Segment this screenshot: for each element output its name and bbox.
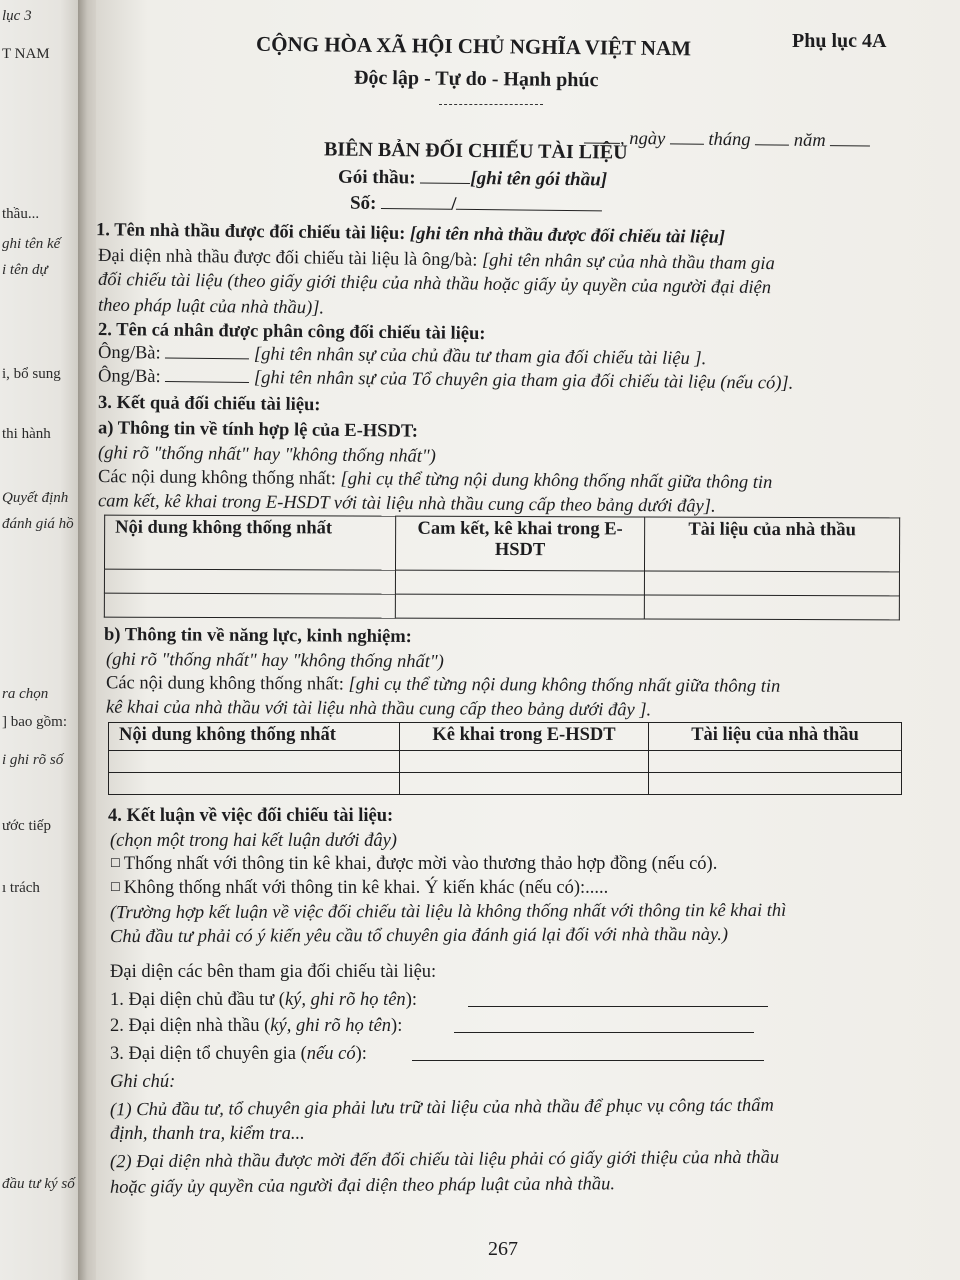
left-page-text-fragment: ] bao gồm:: [2, 714, 67, 730]
package-line: Gói thầu: [ghi tên gói thầu]: [337, 166, 608, 191]
rep1-line: 1. Đại diện chủ đầu tư (ký, ghi rõ họ tên):: [110, 990, 417, 1010]
left-page-text-fragment: i, bổ sung: [2, 366, 61, 382]
table-b-header-row: [109, 723, 902, 751]
note2-line1: (2) Đại diện nhà thầu được mời đến đối chiếu tài liệu phải có giấy giới thiệu của nhà thầu: [109, 1147, 780, 1173]
checkbox-agree-icon: ☐: [110, 856, 121, 870]
motto: Độc lập - Tự do - Hạnh phúc: [353, 66, 599, 92]
section1-line3: theo pháp luật của nhà thầu)].: [97, 295, 325, 319]
date-line: , ngày tháng năm: [584, 129, 871, 153]
reps-heading: Đại diện các bên tham gia đối chiếu tài liệu:: [110, 962, 437, 982]
section3b-line2: kê khai của nhà thầu với tài liệu nhà thầu cung cấp theo bảng dưới đây ].: [105, 697, 652, 721]
section3b-heading: b) Thông tin về năng lực, kinh nghiệm:: [103, 624, 412, 648]
motto-underline: [439, 104, 543, 105]
table-b-header-2: Kê khai trong E-HSDT: [400, 723, 649, 751]
left-page-fragment: [0, 0, 86, 1280]
left-page-text-fragment: lục 3: [2, 8, 32, 24]
left-page-text-fragment: i tên dự: [2, 262, 48, 278]
left-page-text-fragment: đầu tư ký số: [2, 1176, 75, 1192]
section1-heading: 1. Tên nhà thầu được đối chiếu tài liệu: [ghi tên nhà thầu được đối chiếu tài liệu]: [95, 220, 726, 248]
table-b: [108, 722, 902, 795]
republic-header: CỘNG HÒA XÃ HỘI CHỦ NGHĨA VIỆT NAM: [255, 31, 692, 61]
left-page-text-fragment: đánh giá hồ: [2, 516, 74, 532]
document-title: BIÊN BẢN ĐỐI CHIẾU TÀI LIỆU: [323, 138, 628, 164]
table-row: [109, 773, 902, 795]
left-page-text-fragment: thi hành: [2, 426, 51, 442]
section3-heading: 3. Kết quả đối chiếu tài liệu:: [97, 392, 321, 416]
left-page-text-fragment: T NAM: [2, 46, 50, 62]
page-number: 267: [488, 1238, 518, 1260]
section2-row1: Ông/Bà: [ghi tên nhân sự của chủ đầu tư tham gia đối chiếu tài liệu ].: [97, 342, 707, 370]
rep3-signature-line: [412, 1060, 764, 1061]
section3b-note: (ghi rõ "thống nhất" hay "không thống nhất"): [105, 649, 444, 673]
table-a-header-row: [104, 515, 899, 572]
section2-row2: Ông/Bà: [ghi tên nhân sự của Tổ chuyên gia tham gia đối chiếu tài liệu (nếu có)].: [97, 366, 794, 394]
left-page-text-fragment: ra chọn: [2, 686, 49, 702]
table-a-header-3: Tài liệu của nhà thầu: [644, 517, 899, 572]
rep2-signature-line: [454, 1032, 754, 1033]
section2-heading: 2. Tên cá nhân được phân công đối chiếu tài liệu:: [97, 319, 486, 345]
note2-line2: hoặc giấy ủy quyền của người đại diện theo pháp luật của nhà thầu.: [109, 1174, 616, 1198]
section1-line2: đối chiếu tài liệu (theo giấy giới thiệu của nhà thầu hoặc giấy ủy quyền của người đại diện: [97, 269, 772, 299]
rep3-line: 3. Đại diện tổ chuyên gia (nếu có):: [110, 1044, 367, 1064]
table-row: [104, 593, 899, 620]
section4-explain2: Chủ đầu tư phải có ý kiến yêu cầu tổ chuyên gia đánh giá lại đối với nhà thầu này.): [109, 924, 729, 948]
left-page-text-fragment: ghi tên kế: [2, 236, 61, 252]
table-b-header-1: Nội dung không thống nhất: [109, 723, 400, 751]
appendix-label: Phụ lục 4A: [792, 30, 887, 52]
left-page-text-fragment: Quyết định: [2, 490, 69, 506]
number-line: Số: /: [350, 193, 603, 218]
option-agree: ☐ Thống nhất với thông tin kê khai, được mời vào thương thảo hợp đồng (nếu có).: [110, 854, 718, 874]
rep1-signature-line: [468, 1006, 768, 1007]
section4-note: (chọn một trong hai kết luận dưới đây): [110, 831, 397, 851]
note1-line2: định, thanh tra, kiểm tra...: [110, 1124, 305, 1144]
section3a-line2: cam kết, kê khai trong E-HSDT với tài liệu nhà thầu cung cấp theo bảng dưới đây].: [97, 491, 716, 517]
left-page-text-fragment: i ghi rõ số: [2, 752, 64, 768]
checkbox-disagree-icon: ☐: [110, 880, 121, 894]
left-page-text-fragment: ı trách: [2, 880, 40, 896]
table-a-header-2: Cam kết, kê khai trong E-HSDT: [395, 516, 644, 571]
note1-line1: (1) Chủ đầu tư, tổ chuyên gia phải lưu trữ tài liệu của nhà thầu để phục vụ công tác thẩm: [109, 1095, 774, 1121]
option-disagree: ☐ Không thống nhất với thông tin kê khai. Ý kiến khác (nếu có):.....: [110, 878, 609, 898]
left-page-text-fragment: thầu...: [2, 206, 40, 222]
section4-heading: 4. Kết luận về việc đối chiếu tài liệu:: [108, 806, 394, 826]
table-b-header-3: Tài liệu của nhà thầu: [649, 723, 902, 751]
section1-line1: Đại diện nhà thầu được đối chiếu tài liệu là ông/bà: [ghi tên nhân sự của nhà thầu tham gia: [97, 245, 775, 275]
section4-explain1: (Trường hợp kết luận về việc đối chiếu tài liệu là không thống nhất với thông tin kê khai thì: [109, 900, 787, 924]
table-row: [109, 751, 902, 773]
section3a-line1: Các nội dung không thống nhất: [ghi cụ thể từng nội dung không thống nhất giữa thông tin: [97, 467, 773, 493]
document-page: [96, 0, 960, 1280]
table-a: [104, 515, 900, 621]
table-a-header-1: Nội dung không thống nhất: [104, 515, 395, 570]
notes-heading: Ghi chú:: [110, 1072, 176, 1092]
section3a-note: (ghi rõ "thống nhất" hay "không thống nhất"): [97, 443, 436, 467]
section3a-heading: a) Thông tin về tính hợp lệ của E-HSDT:: [97, 418, 419, 442]
left-page-text-fragment: ước tiếp: [2, 818, 51, 834]
rep2-line: 2. Đại diện nhà thầu (ký, ghi rõ họ tên):: [110, 1016, 403, 1036]
table-row: [104, 569, 899, 596]
section3b-line1: Các nội dung không thống nhất: [ghi cụ thể từng nội dung không thống nhất giữa thông tin: [105, 673, 781, 697]
